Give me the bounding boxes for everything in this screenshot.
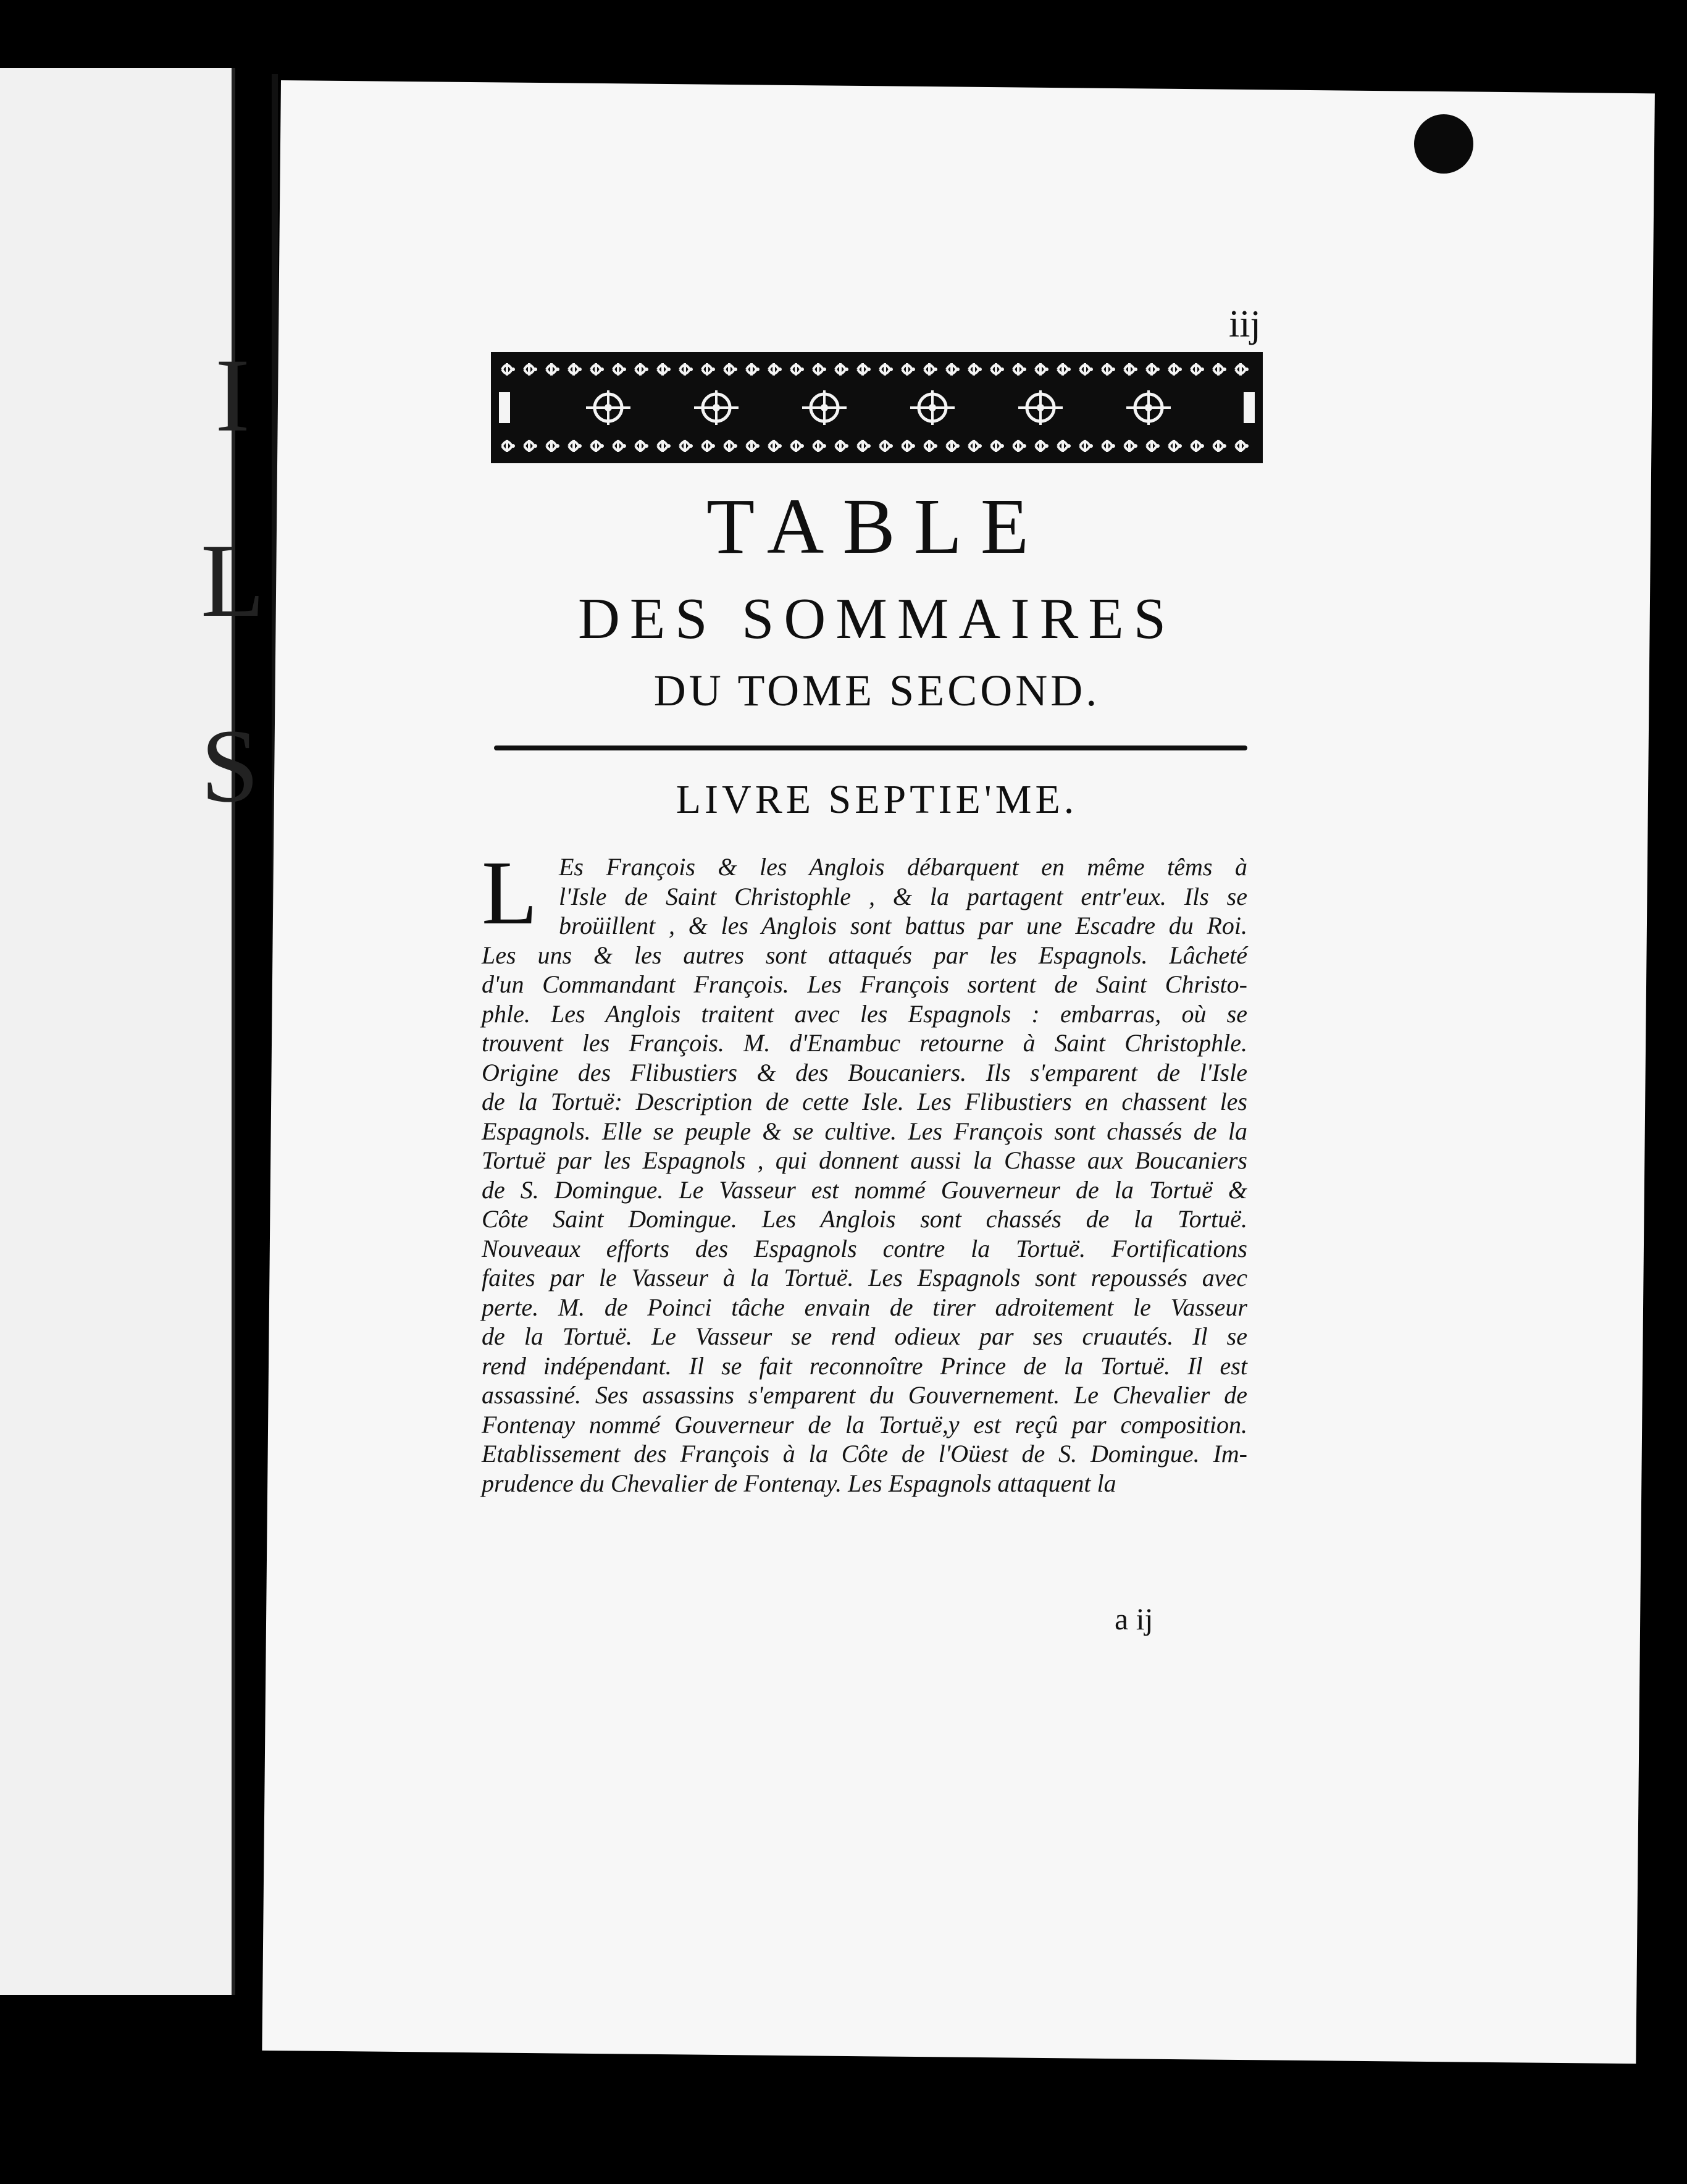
page-number: iij <box>1229 303 1261 345</box>
fleuron-band-icon <box>491 352 1263 463</box>
text-line: Nouveaux efforts des Espagnols contre la Tortuë. Fortifications <box>482 1234 1247 1262</box>
edge-letter: S <box>201 708 259 824</box>
text-line: faites par le Vasseur à la Tortuë. Les Espagnols sont repoussés avec <box>482 1264 1247 1292</box>
text-line: Les uns & les autres sont attaqués par les Espagnols. Lâcheté <box>482 941 1247 969</box>
text-line: Origine des Flibustiers & des Boucaniers. Ils s'emparent de l'Isle <box>482 1058 1247 1086</box>
text-line: broüillent , & les Anglois sont battus par une Escadre du Roi. <box>559 912 1247 939</box>
text-line: Es François & les Anglois débarquent en même têms à <box>559 853 1247 881</box>
text-line: Fontenay nommé Gouverneur de la Tortuë,y est reçû par composition. <box>482 1410 1247 1438</box>
ornamental-headband <box>491 352 1263 463</box>
summary-text <box>482 852 1247 1498</box>
text-line: Espagnols. Elle se peuple & se cultive. Les François sont chassés de la <box>482 1117 1247 1145</box>
title-table: TABLE <box>706 482 1048 570</box>
drop-capital: L <box>482 842 538 944</box>
text-line: Tortuë par les Espagnols , qui donnent aussi la Chasse aux Boucaniers <box>482 1146 1247 1174</box>
edge-letter: I <box>215 337 250 453</box>
text-line: de la Tortuë: Description de cette Isle. Les Flibustiers en chassent les <box>482 1088 1247 1115</box>
text-line: de S. Domingue. Le Vasseur est nommé Gouverneur de la Tortuë & <box>482 1175 1247 1204</box>
signature-mark: a ij <box>1115 1602 1153 1636</box>
text-line: de la Tortuë. Le Vasseur se rend odieux par ses cruautés. Il se <box>482 1322 1247 1350</box>
text-line: perte. M. de Poinci tâche envain de tirer adroitement le Vasseur <box>482 1293 1247 1321</box>
section-heading: LIVRE SEPTIE'ME. <box>676 777 1078 822</box>
text-line: l'Isle de Saint Christophle , & la partagent entr'eux. Ils se <box>559 882 1247 910</box>
text-line: Etablissement des François à la Côte de l'Oüest de S. Domingue. Im- <box>482 1440 1247 1468</box>
text-line: rend indépendant. Il se fait reconnoître Prince de la Tortuë. Il est <box>482 1351 1247 1380</box>
text-line: Côte Saint Domingue. Les Anglois sont chassés de la Tortuë. <box>482 1205 1247 1233</box>
binding-hole <box>1414 114 1473 174</box>
text-line: assassiné. Ses assassins s'emparent du Gouvernement. Le Chevalier de <box>482 1381 1247 1409</box>
edge-letter: L <box>201 523 265 639</box>
text-line: phle. Les Anglois traitent avec les Espagnols : embarras, où se <box>482 999 1247 1028</box>
title-tome: DU TOME SECOND. <box>653 666 1100 715</box>
horizontal-rule <box>494 746 1247 750</box>
title-sommaires: DES SOMMAIRES <box>578 587 1176 651</box>
text-line: trouvent les François. M. d'Enambuc retourne à Saint Christophle. <box>482 1029 1247 1057</box>
previous-page-fragment <box>0 68 265 1995</box>
previous-page-edge-letters <box>201 303 265 859</box>
text-line: d'un Commandant François. Les François sortent de Saint Christo- <box>482 970 1247 998</box>
text-line: prudence du Chevalier de Fontenay. Les Espagnols attaquent la <box>482 1469 1116 1497</box>
